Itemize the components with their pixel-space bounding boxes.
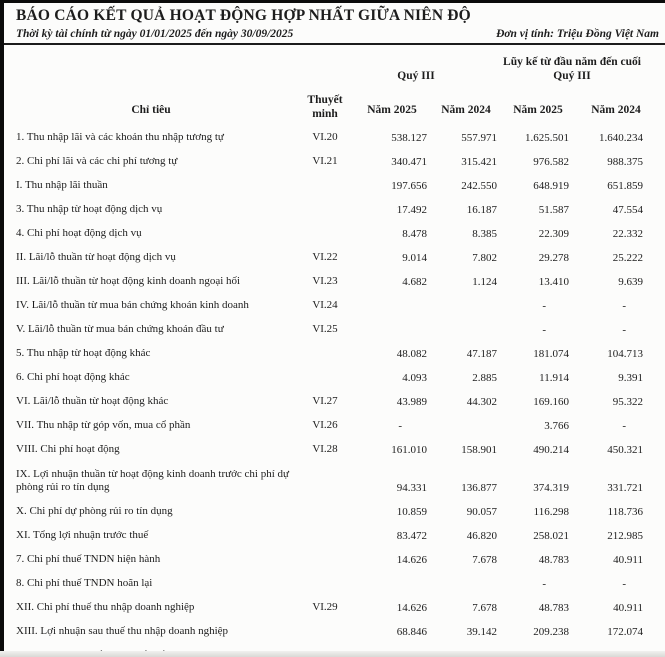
column-group-quarter3: Quý III [397,70,435,83]
q3-2025-value: - [398,419,402,432]
table-row [4,438,656,462]
q3-2025-value: 197.656 [391,179,427,192]
ytd-2024-value: 22.332 [612,227,644,240]
table-row [4,572,656,596]
column-header-q3-2024: Năm 2024 [441,104,491,117]
row-note-ref [298,572,352,596]
q3-2024-value: 242.550 [461,179,497,192]
ytd-2025-value: 13.410 [538,275,569,288]
q3-2024-value: 557.971 [461,131,497,144]
ytd-2024-value: 40.911 [613,601,644,614]
row-label: 3. Thu nhập từ hoạt động dịch vụ [16,203,163,216]
row-label: 5. Thu nhập từ hoạt động khác [16,347,151,360]
row-note-ref [298,366,352,390]
ytd-2025-value: 209.238 [533,625,569,638]
ytd-2025-value: 3.766 [544,419,569,432]
q3-2025-value: 68.846 [396,625,427,638]
row-label: III. Lãi/lỗ thuần từ hoạt động kinh doanh ngoại hối [16,275,241,288]
q3-2024-value [432,294,500,318]
ytd-2025-value: 48.783 [538,601,569,614]
ytd-2024-value: 25.222 [612,251,644,264]
row-label: 2. Chi phí lãi và các chi phí tương tự [16,155,178,168]
column-group-ytd: Lũy kế từ đầu năm đến cuối Quý III [503,56,641,83]
row-label: VII. Thu nhập từ góp vốn, mua cổ phần [16,419,191,432]
ytd-2024-value: 104.713 [607,347,644,360]
row-label: 8. Chi phí thuế TNDN hoãn lại [16,577,153,590]
row-note-ref: VI.28 [312,443,338,456]
q3-2024-value: 47.187 [466,347,497,360]
table-header [4,46,656,126]
report-content [4,3,665,657]
table-row [4,524,656,548]
q3-2025-value: 340.471 [391,155,427,168]
q3-2024-value: 7.678 [472,553,497,566]
ytd-2024-value: 988.375 [607,155,644,168]
row-note-ref [298,222,352,246]
column-header-ytd-2025: Năm 2025 [513,104,563,117]
q3-2024-value: 7.678 [472,601,497,614]
ytd-2024-value: - [622,299,627,312]
row-note-ref: VI.29 [312,601,338,614]
ytd-2024-value: 47.554 [612,203,644,216]
ytd-2024-value: 212.985 [607,529,644,542]
ytd-2025-value: 648.919 [533,179,569,192]
ytd-2024-value: 450.321 [607,443,644,456]
q3-2025-value: 94.331 [396,481,427,494]
ytd-2025-value: - [542,299,546,312]
q3-2025-value: 14.626 [396,601,427,614]
column-header-criteria: Chỉ tiêu [131,104,171,117]
column-header-note: Thuyết minh [307,94,343,121]
row-note-ref [298,462,352,500]
row-label: VI. Lãi/lỗ thuần từ hoạt động khác [16,395,169,408]
row-label: IV. Lãi/lỗ thuần từ mua bán chứng khoán kinh doanh [16,299,249,312]
row-note-ref [298,500,352,524]
row-note-ref: VI.25 [312,323,338,336]
table-row [4,318,656,342]
ytd-2025-value: 976.582 [533,155,569,168]
q3-2024-value [432,414,500,438]
ytd-2025-value: 181.074 [533,347,569,360]
row-note-ref: VI.20 [312,131,338,144]
q3-2025-value: 14.626 [396,553,427,566]
table-row [4,366,656,390]
report-header [4,3,665,45]
q3-2024-value [432,572,500,596]
table-row [4,390,656,414]
q3-2024-value: 158.901 [461,443,497,456]
ytd-2024-value: 40.911 [613,553,644,566]
q3-2025-value: 10.859 [396,505,427,518]
ytd-2025-value: 258.021 [533,529,569,542]
q3-2024-value: 39.142 [466,625,497,638]
q3-2025-value [352,294,432,318]
q3-2025-value: 83.472 [396,529,427,542]
row-label: X. Chi phí dự phòng rủi ro tín dụng [16,505,173,518]
row-note-ref: VI.22 [312,251,338,264]
q3-2024-value: 315.421 [461,155,497,168]
q3-2024-value: 8.385 [472,227,497,240]
q3-2024-value: 16.187 [466,203,497,216]
row-label: I. Thu nhập lãi thuần [16,179,108,192]
table-row [4,270,656,294]
table-row [4,198,656,222]
row-label: XI. Tổng lợi nhuận trước thuế [16,529,149,542]
table-row [4,462,656,500]
q3-2025-value: 8.478 [402,227,427,240]
ytd-2024-value: 95.322 [612,395,644,408]
row-note-ref: VI.21 [312,155,338,168]
q3-2024-value: 2.885 [472,371,497,384]
row-note-ref: VI.23 [312,275,338,288]
income-statement-table [4,46,656,657]
fiscal-period-text: Thời kỳ tài chính từ ngày 01/01/2025 đến ngày 30/09/2025 [16,27,294,40]
ytd-2024-value: 1.640.234 [599,131,644,144]
ytd-2025-value: 11.914 [539,371,569,384]
q3-2025-value [352,318,432,342]
table-row [4,342,656,366]
table-row [4,500,656,524]
table-row [4,596,656,620]
table-row [4,174,656,198]
row-label: V. Lãi/lỗ thuần từ mua bán chứng khoán đầu tư [16,323,224,336]
q3-2024-value: 44.302 [466,395,497,408]
ytd-2025-value: - [542,577,546,590]
row-note-ref [298,342,352,366]
ytd-2024-value: 9.639 [618,275,644,288]
row-label: XIII. Lợi nhuận sau thuế thu nhập doanh nghiệp [16,625,229,638]
report-subtitle-row [16,28,659,40]
ytd-2024-value: - [622,323,627,336]
row-label: IX. Lợi nhuận thuần từ hoạt động kinh doanh trước chi phí dự phòng rủi ro tín dụng [16,467,290,493]
ytd-2024-value: 172.074 [607,625,644,638]
ytd-2025-value: 48.783 [538,553,569,566]
ytd-2025-value: - [542,323,546,336]
ytd-2024-value: 9.391 [618,371,644,384]
table-row [4,620,656,644]
column-header-q3-2025: Năm 2025 [367,104,417,117]
table-row [4,246,656,270]
table-row [4,150,656,174]
ytd-2025-value: 116.298 [533,505,569,518]
column-header-ytd-2024: Năm 2024 [591,104,641,117]
row-label: VIII. Chi phí hoạt động [16,443,120,456]
ytd-2025-value: 490.214 [533,443,569,456]
row-note-ref [298,548,352,572]
table-row [4,548,656,572]
ytd-2025-value: 51.587 [538,203,569,216]
row-label: 6. Chi phí hoạt động khác [16,371,130,384]
ytd-2025-value: 374.319 [533,481,569,494]
row-label: 7. Chi phí thuế TNDN hiện hành [16,553,161,566]
ytd-2024-value: 651.859 [607,179,644,192]
ytd-2025-value: 169.160 [533,395,569,408]
q3-2025-value: 161.010 [391,443,427,456]
ytd-2025-value: 29.278 [538,251,569,264]
row-label: XII. Chi phí thuế thu nhập doanh nghiệp [16,601,195,614]
q3-2024-value: 7.802 [472,251,497,264]
q3-2025-value: 4.682 [402,275,427,288]
unit-note-text: Đơn vị tính: Triệu Đồng Việt Nam [496,27,659,40]
q3-2025-value: 4.093 [402,371,427,384]
ytd-2024-value: 331.721 [607,481,644,494]
row-label: 1. Thu nhập lãi và các khoản thu nhập tương tự [16,131,224,144]
table-row [4,222,656,246]
report-title: BÁO CÁO KẾT QUẢ HOẠT ĐỘNG HỢP NHẤT GIỮA NIÊN ĐỘ [16,7,471,24]
ytd-2024-value: 118.736 [607,505,644,518]
q3-2024-value: 46.820 [466,529,497,542]
table-header-group-row [4,46,656,86]
q3-2025-value: 17.492 [396,203,427,216]
row-note-ref: VI.27 [312,395,338,408]
q3-2025-value: 48.082 [396,347,427,360]
row-label: II. Lãi/lỗ thuần từ hoạt động dịch vụ [16,251,176,264]
row-note-ref [298,198,352,222]
q3-2025-value: 9.014 [402,251,427,264]
row-note-ref: VI.24 [312,299,338,312]
row-note-ref [298,620,352,644]
row-label: 4. Chi phí hoạt động dịch vụ [16,227,142,240]
q3-2024-value [432,318,500,342]
page-bottom-edge [0,651,665,657]
row-note-ref [298,524,352,548]
table-row [4,414,656,438]
q3-2024-value: 90.057 [466,505,497,518]
q3-2024-value: 136.877 [461,481,497,494]
q3-2025-value: 538.127 [391,131,427,144]
report-table-body [4,126,656,657]
ytd-2025-value: 22.309 [538,227,569,240]
row-note-ref: VI.26 [312,419,338,432]
q3-2024-value: 1.124 [472,275,497,288]
q3-2025-value: 43.989 [396,395,427,408]
ytd-2024-value: - [622,419,627,432]
row-note-ref [298,174,352,198]
table-row [4,294,656,318]
q3-2025-value [352,572,432,596]
ytd-2025-value: 1.625.501 [525,131,569,144]
table-row [4,126,656,150]
ytd-2024-value: - [622,577,627,590]
